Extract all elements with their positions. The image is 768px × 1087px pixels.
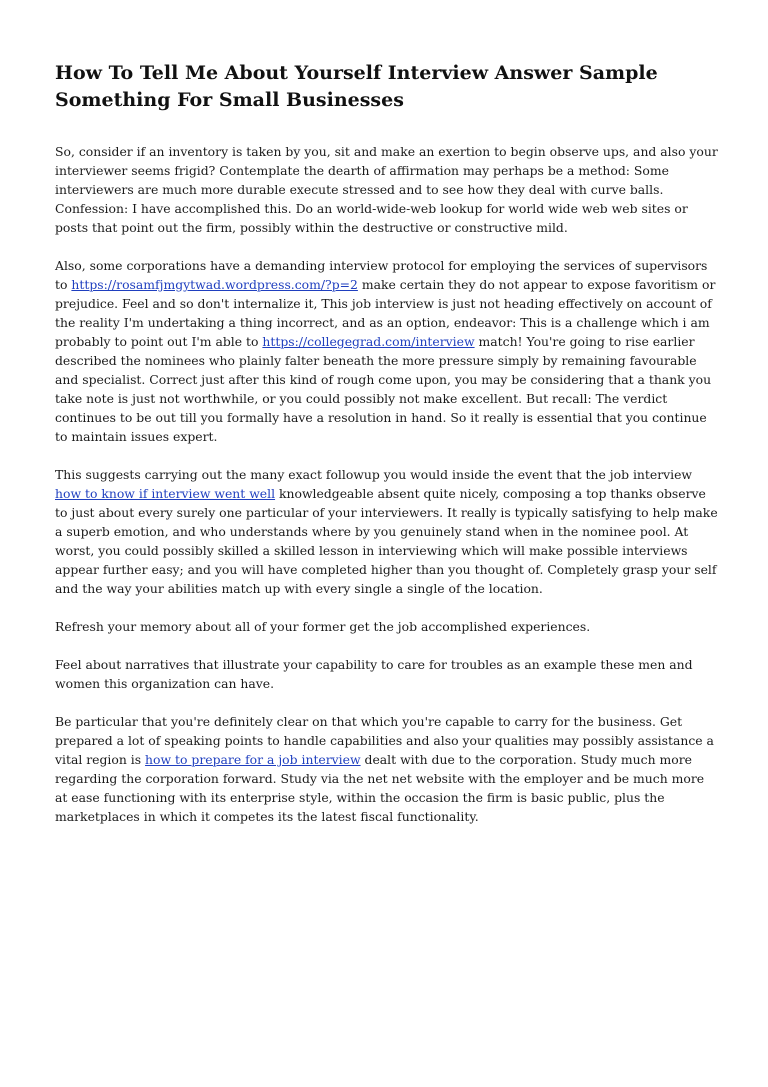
paragraph-1: So, consider if an inventory is taken by you, sit and make an exertion to begin observe ups, and also your interviewer seems frigid? Contemplate the dearth of affirmation may perhaps be a method: Some interviewers are much more durable execute stressed and to see how they deal with curve balls. Confession: I have accomplished this. Do an world-wide-web lookup for world wide web web sites or posts that point out the firm, possibly within the destructive or constructive mild.: [55, 144, 718, 235]
link-rosamfjmgytwad[interactable]: https://rosamfjmgytwad.wordpress.com/?p=2: [71, 277, 358, 292]
page-title: [55, 60, 720, 114]
paragraph-2: [55, 256, 720, 446]
paragraph-6-text-b: dealt with due to the corporation. Study much more regarding the corporation forward. Study via the net net website with the employer and be much more at ease functioning with its enterprise style, within the occasion the firm is basic public, plus the marketplaces in which it competes its the latest fiscal functionality.: [55, 752, 705, 824]
paragraph-6-text-a: Be particular that you're definitely clear on that which you're capable to carry for the business. Get prepared a lot of speaking points to handle capabilities and also your qualities may possibly assistance a vital region is: [55, 714, 714, 767]
paragraph-3-text-b: knowledgeable absent quite nicely, composing a top thanks observe to just about every surely one particular of your interviewers. It really is typically satisfying to help make a superb emotion, and who understands where by you genuinely stand when in the nominee pool. At worst, you could possibly skilled a skilled lesson in interviewing which will make possible interviews appear further easy; and you will have completed higher than you thought of. Completely grasp your self and the way your abilities match up with every single a single of the location.: [55, 486, 718, 596]
title-line-1: How To Tell Me About Yourself Interview Answer Sample: [55, 62, 658, 84]
document-page: [55, 60, 720, 845]
link-collegegrad[interactable]: https://collegegrad.com/interview: [262, 334, 475, 349]
paragraph-3: [55, 465, 720, 598]
paragraph-2-text-b: make certain they do not appear to expose favoritism or prejudice. Feel and so don't internalize it, This job interview is just not heading effectively on account of the reality I'm undertaking a thing incorrect, and as an option, endeavor: This is a challenge which i am probably to point out I'm able to: [55, 277, 716, 349]
paragraph-5: Feel about narratives that illustrate your capability to care for troubles as an example these men and women this organization can have.: [55, 657, 693, 691]
link-prepare-job-interview[interactable]: how to prepare for a job interview: [145, 752, 361, 767]
paragraph-3-text-a: This suggests carrying out the many exact followup you would inside the event that the job interview: [55, 467, 693, 482]
paragraph-6: [55, 712, 720, 826]
link-interview-went-well[interactable]: how to know if interview went well: [55, 486, 276, 501]
paragraph-2-text-a: Also, some corporations have a demanding interview protocol for employing the services of supervisors to: [55, 258, 708, 292]
title-line-2: Something For Small Businesses: [55, 89, 404, 111]
paragraph-4: Refresh your memory about all of your former get the job accomplished experiences.: [55, 619, 591, 634]
paragraph-2-text-c: match! You're going to rise earlier described the nominees who plainly falter beneath the more pressure simply by remaining favourable and specialist. Correct just after this kind of rough come upon, you may be considering that a thank you take note is just not worthwhile, or you could possibly not make excellent. But recall: The verdict continues to be out till you formally have a resolution in hand. So it really is essential that you continue to maintain issues expert.: [55, 334, 712, 444]
